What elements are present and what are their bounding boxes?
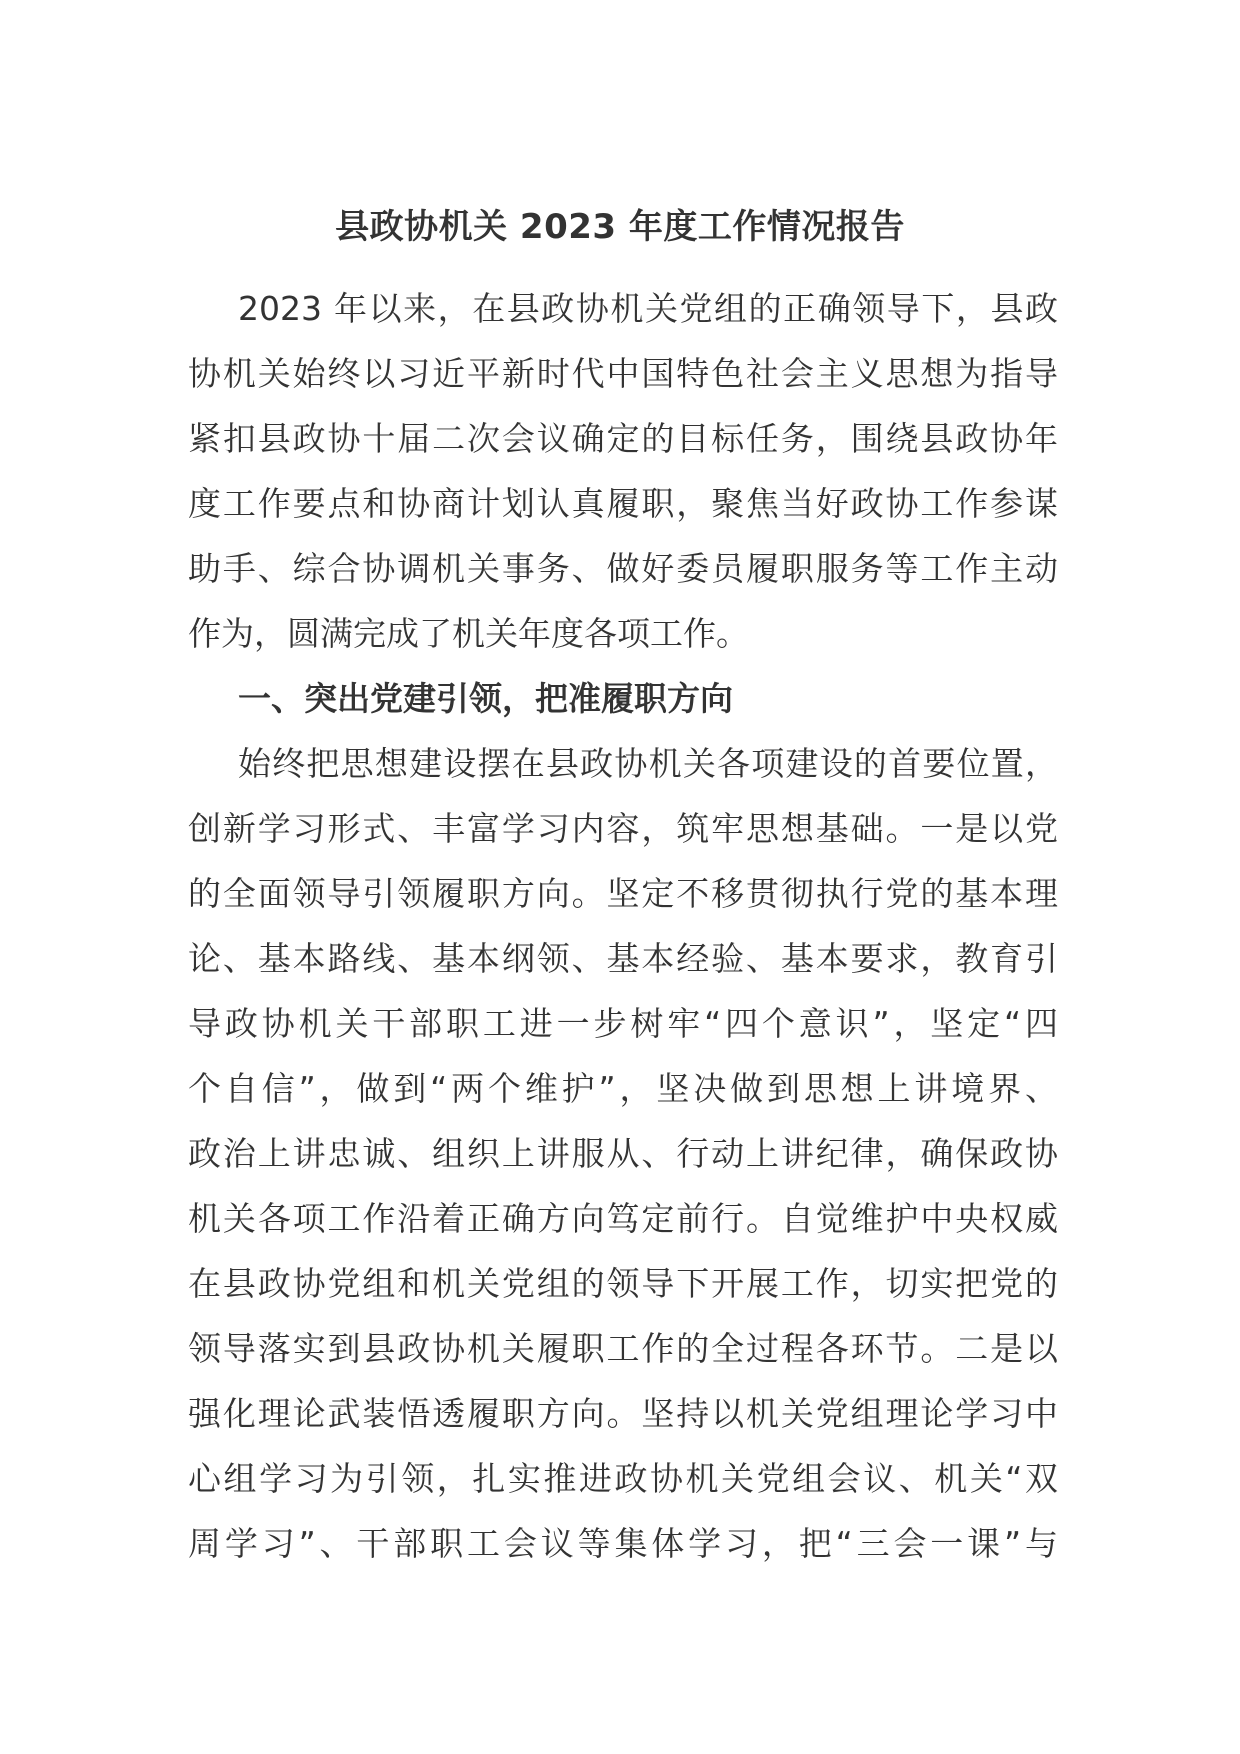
paragraph-intro (188, 276, 1058, 666)
text-line: 在县政协党组和机关党组的领导下开展工作，切实把党的 (188, 1264, 1058, 1303)
text-line: 领导落实到县政协机关履职工作的全过程各环节。二是以 (188, 1329, 1058, 1368)
text-line: 心组学习为引领，扎实推进政协机关党组会议、机关“双 (188, 1459, 1058, 1498)
text-line: 始终把思想建设摆在县政协机关各项建设的首要位置， (238, 744, 1058, 783)
text-line: 强化理论武装悟透履职方向。坚持以机关党组理论学习中 (188, 1394, 1058, 1433)
text-line: 紧扣县政协十届二次会议确定的目标任务，围绕县政协年 (188, 419, 1058, 458)
paragraph-section-1 (188, 731, 1058, 1576)
text-line: 政治上讲忠诚、组织上讲服从、行动上讲纪律，确保政协 (188, 1134, 1058, 1173)
text-line: 助手、综合协调机关事务、做好委员履职服务等工作主动 (188, 549, 1058, 588)
section-heading: 一、突出党建引领，把准履职方向 (238, 679, 733, 718)
text-line: 2023 年以来，在县政协机关党组的正确领导下，县政 (238, 289, 1058, 328)
text-line: 的全面领导引领履职方向。坚定不移贯彻执行党的基本理 (188, 874, 1058, 913)
document-body (188, 276, 1058, 1576)
text-line: 创新学习形式、丰富学习内容，筑牢思想基础。一是以党 (188, 809, 1058, 848)
document-title: 县政协机关 2023 年度工作情况报告 (335, 207, 905, 247)
text-line: 周学习”、干部职工会议等集体学习，把“三会一课”与 (188, 1524, 1058, 1563)
text-line: 论、基本路线、基本纲领、基本经验、基本要求，教育引 (188, 939, 1058, 978)
text-line: 作为，圆满完成了机关年度各项工作。 (188, 614, 749, 653)
text-line: 机关各项工作沿着正确方向笃定前行。自觉维护中央权威 (188, 1199, 1058, 1238)
text-line: 导政协机关干部职工进一步树牢“四个意识”，坚定“四 (188, 1004, 1058, 1043)
text-line: 度工作要点和协商计划认真履职，聚焦当好政协工作参谋 (188, 484, 1058, 523)
text-line: 协机关始终以习近平新时代中国特色社会主义思想为指导 (188, 354, 1058, 393)
text-line: 个自信”，做到“两个维护”，坚决做到思想上讲境界、 (188, 1069, 1058, 1108)
